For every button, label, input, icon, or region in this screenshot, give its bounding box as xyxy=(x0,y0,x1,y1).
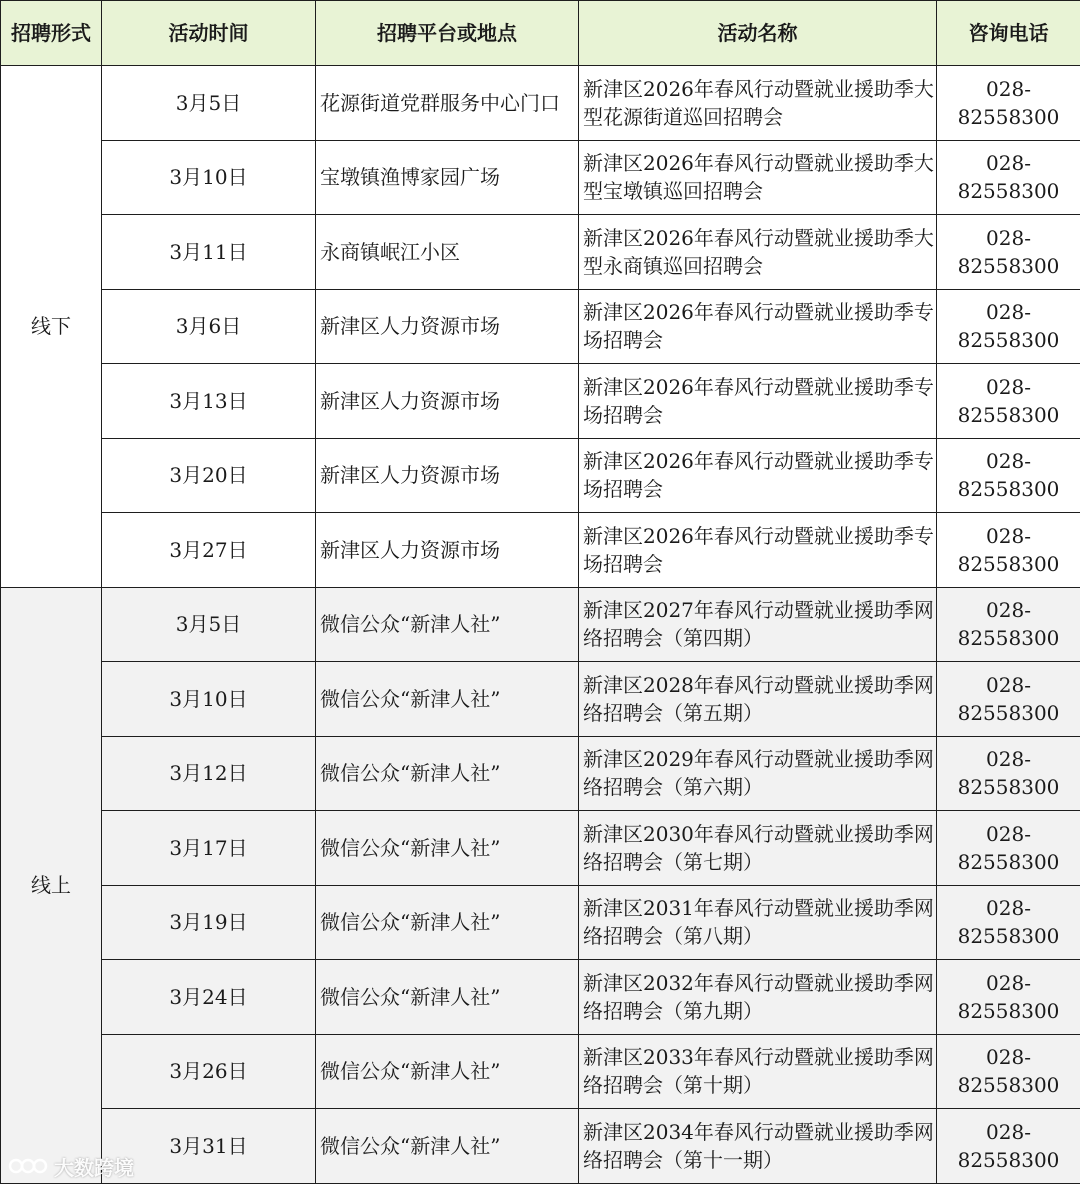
header-row xyxy=(1,1,1080,66)
group-offline: 线下 xyxy=(1,66,102,588)
name-cell: 新津区2027年春风行动暨就业援助季网络招聘会（第四期） xyxy=(579,587,937,662)
table-row xyxy=(1,215,1080,290)
table-row xyxy=(1,513,1080,588)
date-cell: 3月6日 xyxy=(102,289,316,364)
place-cell: 微信公众“新津人社” xyxy=(316,885,579,960)
table-row xyxy=(1,1109,1080,1184)
date-cell: 3月31日 xyxy=(102,1109,316,1184)
name-cell: 新津区2030年春风行动暨就业援助季网络招聘会（第七期） xyxy=(579,811,937,886)
phone-cell: 028-82558300 xyxy=(937,513,1080,588)
name-cell: 新津区2026年春风行动暨就业援助季专场招聘会 xyxy=(579,438,937,513)
name-cell: 新津区2029年春风行动暨就业援助季网络招聘会（第六期） xyxy=(579,736,937,811)
table-row xyxy=(1,66,1080,141)
header-form: 招聘形式 xyxy=(1,1,102,66)
date-cell: 3月5日 xyxy=(102,66,316,141)
phone-cell: 028-82558300 xyxy=(937,736,1080,811)
date-cell: 3月17日 xyxy=(102,811,316,886)
phone-cell: 028-82558300 xyxy=(937,215,1080,290)
place-cell: 花源街道党群服务中心门口 xyxy=(316,66,579,141)
phone-cell: 028-82558300 xyxy=(937,885,1080,960)
name-cell: 新津区2032年春风行动暨就业援助季网络招聘会（第九期） xyxy=(579,960,937,1035)
name-cell: 新津区2026年春风行动暨就业援助季专场招聘会 xyxy=(579,289,937,364)
name-cell: 新津区2031年春风行动暨就业援助季网络招聘会（第八期） xyxy=(579,885,937,960)
name-cell: 新津区2026年春风行动暨就业援助季大型永商镇巡回招聘会 xyxy=(579,215,937,290)
date-cell: 3月20日 xyxy=(102,438,316,513)
table-row xyxy=(1,885,1080,960)
date-cell: 3月5日 xyxy=(102,587,316,662)
name-cell: 新津区2033年春风行动暨就业援助季网络招聘会（第十期） xyxy=(579,1034,937,1109)
name-cell: 新津区2026年春风行动暨就业援助季大型花源街道巡回招聘会 xyxy=(579,66,937,141)
place-cell: 微信公众“新津人社” xyxy=(316,960,579,1035)
name-cell: 新津区2026年春风行动暨就业援助季专场招聘会 xyxy=(579,513,937,588)
phone-cell: 028-82558300 xyxy=(937,587,1080,662)
phone-cell: 028-82558300 xyxy=(937,66,1080,141)
date-cell: 3月19日 xyxy=(102,885,316,960)
table-row xyxy=(1,662,1080,737)
table-row xyxy=(1,587,1080,662)
header-name: 活动名称 xyxy=(579,1,937,66)
table-row xyxy=(1,289,1080,364)
phone-cell: 028-82558300 xyxy=(937,811,1080,886)
date-cell: 3月24日 xyxy=(102,960,316,1035)
place-cell: 宝墩镇渔博家园广场 xyxy=(316,140,579,215)
table-row xyxy=(1,960,1080,1035)
header-place: 招聘平台或地点 xyxy=(316,1,579,66)
place-cell: 微信公众“新津人社” xyxy=(316,1109,579,1184)
phone-cell: 028-82558300 xyxy=(937,289,1080,364)
group-online: 线上 xyxy=(1,587,102,1183)
phone-cell: 028-82558300 xyxy=(937,438,1080,513)
date-cell: 3月26日 xyxy=(102,1034,316,1109)
place-cell: 微信公众“新津人社” xyxy=(316,662,579,737)
name-cell: 新津区2028年春风行动暨就业援助季网络招聘会（第五期） xyxy=(579,662,937,737)
place-cell: 永商镇岷江小区 xyxy=(316,215,579,290)
place-cell: 微信公众“新津人社” xyxy=(316,811,579,886)
name-cell: 新津区2026年春风行动暨就业援助季大型宝墩镇巡回招聘会 xyxy=(579,140,937,215)
table-row xyxy=(1,438,1080,513)
watermark-text: 大数跨境 xyxy=(54,1155,134,1180)
date-cell: 3月10日 xyxy=(102,140,316,215)
place-cell: 微信公众“新津人社” xyxy=(316,587,579,662)
place-cell: 微信公众“新津人社” xyxy=(316,1034,579,1109)
date-cell: 3月13日 xyxy=(102,364,316,439)
header-phone: 咨询电话 xyxy=(937,1,1080,66)
table-row xyxy=(1,364,1080,439)
table-row xyxy=(1,140,1080,215)
place-cell: 新津区人力资源市场 xyxy=(316,364,579,439)
phone-cell: 028-82558300 xyxy=(937,140,1080,215)
name-cell: 新津区2026年春风行动暨就业援助季专场招聘会 xyxy=(579,364,937,439)
phone-cell: 028-82558300 xyxy=(937,364,1080,439)
phone-cell: 028-82558300 xyxy=(937,662,1080,737)
watermark xyxy=(8,1150,134,1182)
date-cell: 3月10日 xyxy=(102,662,316,737)
header-time: 活动时间 xyxy=(102,1,316,66)
phone-cell: 028-82558300 xyxy=(937,960,1080,1035)
table-row xyxy=(1,811,1080,886)
name-cell: 新津区2034年春风行动暨就业援助季网络招聘会（第十一期） xyxy=(579,1109,937,1184)
date-cell: 3月12日 xyxy=(102,736,316,811)
place-cell: 新津区人力资源市场 xyxy=(316,513,579,588)
phone-cell: 028-82558300 xyxy=(937,1109,1080,1184)
table-row xyxy=(1,1034,1080,1109)
date-cell: 3月11日 xyxy=(102,215,316,290)
phone-cell: 028-82558300 xyxy=(937,1034,1080,1109)
place-cell: 微信公众“新津人社” xyxy=(316,736,579,811)
place-cell: 新津区人力资源市场 xyxy=(316,438,579,513)
table-row xyxy=(1,736,1080,811)
date-cell: 3月27日 xyxy=(102,513,316,588)
place-cell: 新津区人力资源市场 xyxy=(316,289,579,364)
logo-icon xyxy=(8,1150,48,1183)
